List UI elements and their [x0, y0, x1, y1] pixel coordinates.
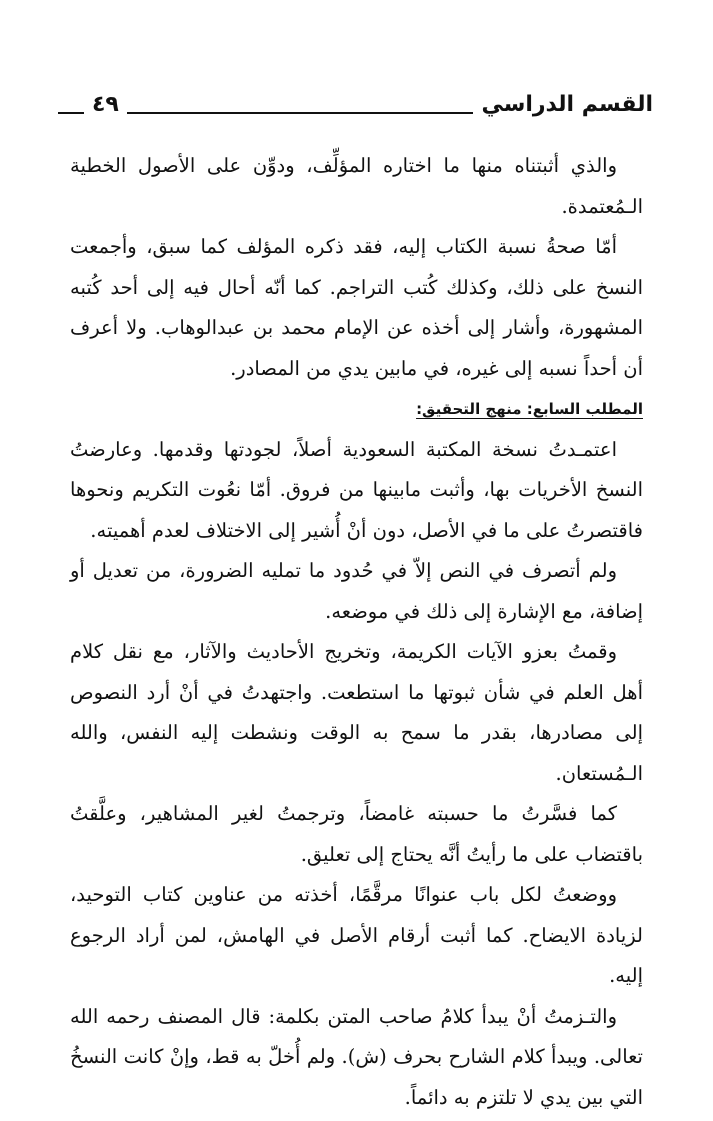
- paragraph-5: وقمتُ بعزو الآيات الكريمة، وتخريج الأحاديث والآثار، مع نقل كلام أهل العلم في شأن ثبوتها ما استطعت. واجتهدتُ في أنْ أرد النصوص إلى مصادرها، بقدر ما سمح به الوقت ونشطت إليه النفس، والله الـمُستعان.: [70, 640, 643, 785]
- section-heading: المطلب السابع: منهج التحقيق:: [416, 400, 643, 418]
- header-rule-short: [58, 112, 84, 114]
- running-header: [58, 84, 653, 120]
- paragraph-4: ولم أتصرف في النص إلاّ في حُدود ما تمليه الضرورة، من تعديل أو إضافة، مع الإشارة إلى ذلك في موضعه.: [70, 559, 643, 623]
- body-text: [70, 146, 643, 1118]
- paragraph-3: اعتمـدتُ نسخة المكتبة السعودية أصلاً، لجودتها وقدمها. وعارضتُ النسخ الأخريات بها، وأثبت مابينها من فروق. أمّا نعُوت التكريم ونحوها فاقتصرتُ على ما في الأصل، دون أنْ أُشير إلى الاختلاف لعدم أهميته.: [70, 437, 643, 542]
- paragraph-8: والتـزمتُ أنْ يبدأ كلامُ صاحب المتن بكلمة: قال المصنف رحمه الله تعالى. ويبدأ كلام الشارح بحرف (ش). ولم أُخلّ به قط، وإنْ كانت النسخُ التي بين يدي لا تلتزم به دائماً.: [70, 1004, 643, 1109]
- header-rule: [127, 112, 474, 114]
- paragraph-1: والذي أثبتناه منها ما اختاره المؤلِّف، ودوِّن على الأصول الخطية الـمُعتمدة.: [70, 154, 643, 218]
- paragraph-2: أمّا صحةُ نسبة الكتاب إليه، فقد ذكره المؤلف كما سبق، وأجمعت النسخ على ذلك، وكذلك كُتب التراجم. كما أنّه أحال فيه إلى أحد كُتبه المشهورة، وأشار إلى أخذه عن الإمام محمد بن عبدالوهاب. ولا أعرف أن أحداً نسبه إلى غيره، في مابين يدي من المصادر.: [70, 235, 643, 380]
- paragraph-7: ووضعتُ لكل باب عنوانًا مرقَّمًا، أخذته من عناوين كتاب التوحيد، لزيادة الايضاح. كما أثبت أرقام الأصل في الهامش، لمن أراد الرجوع إليه.: [70, 883, 643, 987]
- header-title: القسم الدراسي: [481, 92, 653, 117]
- paragraph-6: كما فسَّرتُ ما حسبته غامضاً، وترجمتُ لغير المشاهير، وعلَّقتُ باقتضاب على ما رأيتُ أنَّه يحتاج إلى تعليق.: [70, 802, 643, 866]
- page-number: ٤٩: [92, 92, 119, 117]
